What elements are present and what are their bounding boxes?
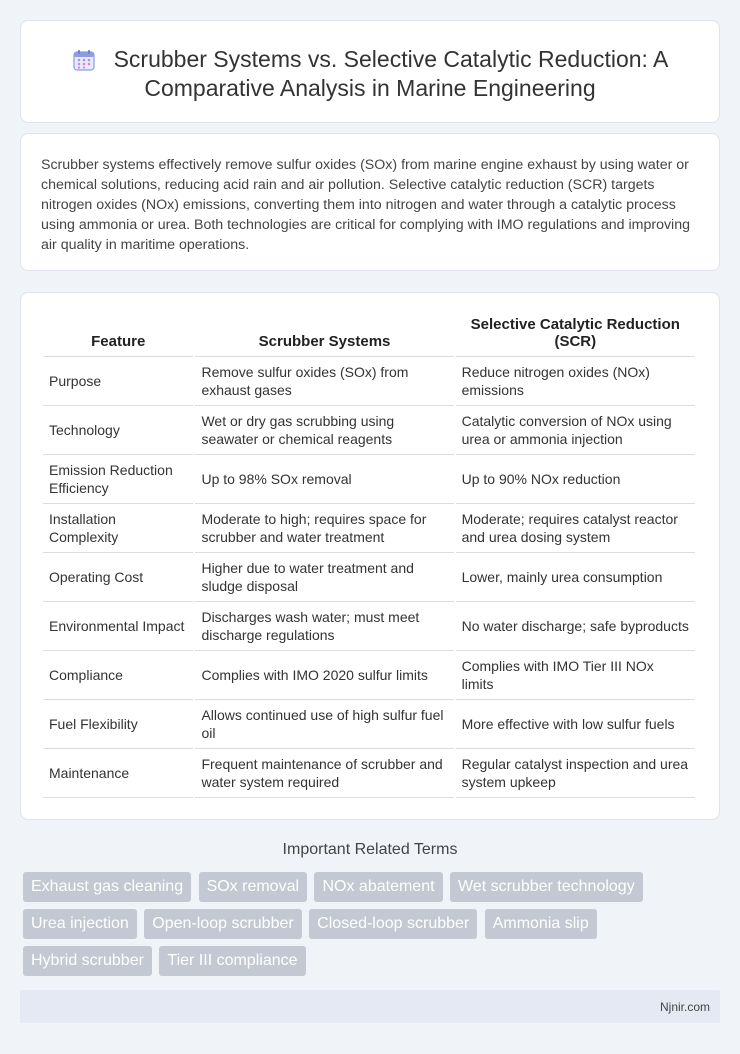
related-term-tag[interactable]: Open-loop scrubber (144, 909, 301, 939)
scrubber-cell: Wet or dry gas scrubbing using seawater or chemical reagents (195, 406, 453, 455)
table-row (43, 602, 695, 651)
comparison-table (41, 313, 697, 798)
calendar-grid-icon (72, 48, 96, 72)
column-header-feature: Feature (43, 313, 193, 357)
related-term-tag[interactable]: Closed-loop scrubber (309, 909, 477, 939)
table-row (43, 455, 695, 504)
page-title (51, 45, 689, 103)
scrubber-cell: Frequent maintenance of scrubber and water system required (195, 749, 453, 798)
column-header-scr: Selective Catalytic Reduction (SCR) (456, 313, 695, 357)
related-term-tag[interactable]: Tier III compliance (159, 946, 305, 976)
table-row (43, 749, 695, 798)
related-terms-heading: Important Related Terms (282, 841, 458, 858)
comparison-table-card (20, 292, 720, 820)
title-text: Scrubber Systems vs. Selective Catalytic Reduction: A Comparative Analysis in Marine Engineering (113, 46, 669, 101)
related-term-tag[interactable]: Hybrid scrubber (23, 946, 152, 976)
feature-cell: Compliance (43, 651, 193, 700)
table-header-row (43, 313, 695, 357)
scrubber-cell: Higher due to water treatment and sludge disposal (195, 553, 453, 602)
related-term-tag[interactable]: Exhaust gas cleaning (23, 872, 191, 902)
feature-cell: Operating Cost (43, 553, 193, 602)
related-term-tag[interactable]: Urea injection (23, 909, 137, 939)
scr-cell: Up to 90% NOx reduction (456, 455, 695, 504)
scr-cell: No water discharge; safe byproducts (456, 602, 695, 651)
scrubber-cell: Up to 98% SOx removal (195, 455, 453, 504)
table-row (43, 700, 695, 749)
related-term-tag[interactable]: NOx abatement (314, 872, 442, 902)
scr-cell: Lower, mainly urea consumption (456, 553, 695, 602)
feature-cell: Purpose (43, 357, 193, 406)
related-terms-list (23, 872, 713, 983)
feature-cell: Environmental Impact (43, 602, 193, 651)
scr-cell: Moderate; requires catalyst reactor and urea dosing system (456, 504, 695, 553)
related-term-tag[interactable]: SOx removal (199, 872, 307, 902)
feature-cell: Maintenance (43, 749, 193, 798)
table-row (43, 357, 695, 406)
scr-cell: Reduce nitrogen oxides (NOx) emissions (456, 357, 695, 406)
scrubber-cell: Allows continued use of high sulfur fuel oil (195, 700, 453, 749)
table-row (43, 406, 695, 455)
title-card (20, 20, 720, 123)
table-row (43, 651, 695, 700)
scrubber-cell: Complies with IMO 2020 sulfur limits (195, 651, 453, 700)
feature-cell: Fuel Flexibility (43, 700, 193, 749)
intro-paragraph: Scrubber systems effectively remove sulfur oxides (SOx) from marine engine exhaust by using water or chemical solutions, reducing acid rain and air pollution. Selective catalytic reduction (SCR) targets nitrogen oxides (NOx) emissions, converting them into nitrogen and water through a catalytic process using ammonia or urea. Both technologies are critical for complying with IMO regulations and improving air quality in maritime operations. (41, 157, 690, 253)
related-term-tag[interactable]: Ammonia slip (485, 909, 597, 939)
table-row (43, 504, 695, 553)
feature-cell: Installation Complexity (43, 504, 193, 553)
scr-cell: Regular catalyst inspection and urea system upkeep (456, 749, 695, 798)
footer-site-name[interactable]: Njnir.com (659, 1000, 710, 1014)
scr-cell: More effective with low sulfur fuels (456, 700, 695, 749)
scrubber-cell: Remove sulfur oxides (SOx) from exhaust gases (195, 357, 453, 406)
scrubber-cell: Discharges wash water; must meet discharge regulations (195, 602, 453, 651)
column-header-scrubber: Scrubber Systems (195, 313, 453, 357)
table-row (43, 553, 695, 602)
feature-cell: Technology (43, 406, 193, 455)
scr-cell: Catalytic conversion of NOx using urea or ammonia injection (456, 406, 695, 455)
feature-cell: Emission Reduction Efficiency (43, 455, 193, 504)
scrubber-cell: Moderate to high; requires space for scrubber and water treatment (195, 504, 453, 553)
intro-card (20, 133, 720, 271)
related-term-tag[interactable]: Wet scrubber technology (450, 872, 643, 902)
footer (20, 990, 720, 1023)
scr-cell: Complies with IMO Tier III NOx limits (456, 651, 695, 700)
